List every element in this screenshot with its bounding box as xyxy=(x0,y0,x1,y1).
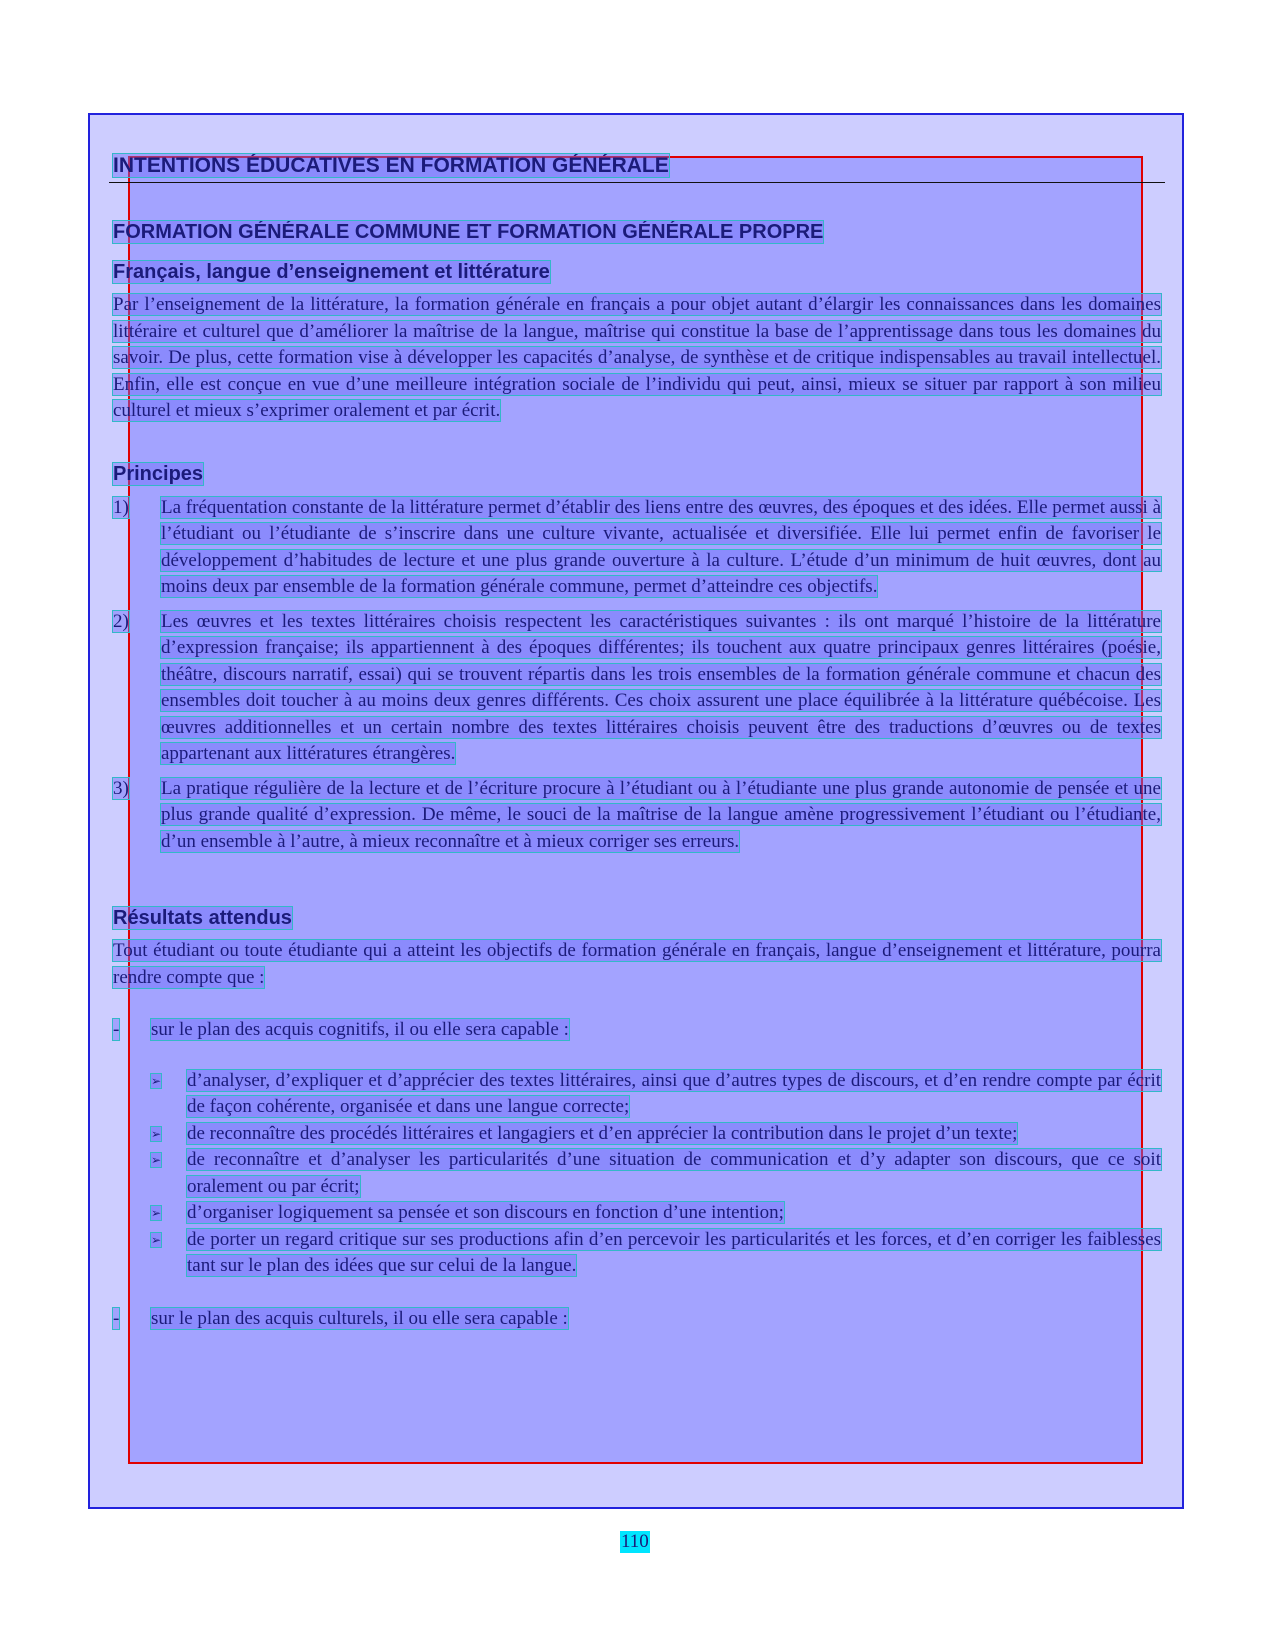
page-subtitle-text: FORMATION GÉNÉRALE COMMUNE ET FORMATION GÉNÉRALE PROPRE xyxy=(113,221,824,243)
intro-paragraph-text: Par l’enseignement de la littérature, la formation générale en français a pour objet autant d’élargir les connaissances dans les domaines littéraire et culturel que d’améliorer la maîtrise de la langue, maîtrise qui constitue la base de l’apprentissage dans tous les domaines du savoir. De plus, cette formation vise à développer les capacités d’analyse, de synthèse et de critique indispensables au travail intellectuel. Enfin, elle est conçue en vue d’une meilleure intégration sociale de l’individu qui peut, ainsi, mieux se situer par rapport à son milieu culturel et mieux s’exprimer oralement et par écrit. xyxy=(113,294,1161,421)
principe-text: Les œuvres et les textes littéraires choisis respectent les caractéristiques suivantes : ils ont marqué l’histoire de la littérature d’expression française; ils appartiennent à des époques différentes; ils touchent aux quatre principaux genres littéraires (poésie, théâtre, discours narratif, essai) qui se trouvent répartis dans les trois ensembles de la formation générale commune et chacun des ensembles doit toucher à au moins deux genres différents. Ces choix assurent une place équilibrée à la littérature québécoise. Les œuvres additionnelles et un certain nombre des textes littéraires choisis peuvent être des traductions d’œuvres ou de textes appartenant aux littératures étrangères. xyxy=(161,610,1161,764)
arrow-bullet-icon: ➢ xyxy=(151,1073,162,1088)
resultats-heading xyxy=(113,905,1161,931)
principe-number: 1) xyxy=(113,496,129,518)
cognitifs-sub-item xyxy=(113,1068,1161,1121)
cognitifs-sub-list xyxy=(113,1068,1161,1280)
principe-item xyxy=(113,776,1161,856)
acquis-culturels-item xyxy=(113,1306,1161,1333)
cognitifs-sub-item xyxy=(113,1200,1161,1227)
cognitifs-sub-item xyxy=(113,1121,1161,1148)
dash-marker: - xyxy=(113,1019,120,1040)
principe-number: 2) xyxy=(113,610,129,632)
arrow-bullet-icon: ➢ xyxy=(151,1232,162,1247)
cognitifs-sub-item xyxy=(113,1147,1161,1200)
page-content xyxy=(113,150,1161,1332)
arrow-bullet-icon: ➢ xyxy=(151,1206,162,1220)
principes-heading-text: Principes xyxy=(113,462,204,485)
principe-text: La fréquentation constante de la littérature permet d’établir des liens entre des œuvres, des époques et des idées. Elle permet aussi à l’étudiant ou l’étudiante de s’inscrire dans une culture vivante, actualisée et diversifiée. Elle lui permet enfin de favoriser le développement d’habitudes de lecture et une plus grande ouverture à la culture. L’étude d’un minimum de huit œuvres, dont au moins deux par ensemble de la formation générale commune, permet d’atteindre ces objectifs. xyxy=(161,496,1161,597)
resultats-intro-text: Tout étudiant ou toute étudiante qui a atteint les objectifs de formation générale en français, langue d’enseignement et littérature, pourra rendre compte que : xyxy=(113,940,1161,988)
cognitifs-sub-text: d’organiser logiquement sa pensée et son discours en fonction d’une intention; xyxy=(187,1202,784,1223)
page-title-text: INTENTIONS ÉDUCATIVES EN FORMATION GÉNÉRALE xyxy=(113,154,669,177)
cognitifs-sub-text: de reconnaître et d’analyser les particularités d’une situation de communication et d’y adapter son discours, que ce soit oralement ou par écrit; xyxy=(187,1149,1161,1197)
dash-marker: - xyxy=(113,1307,120,1329)
arrow-bullet-icon: ➢ xyxy=(151,1126,162,1141)
title-rule xyxy=(109,182,1165,183)
principe-text: La pratique régulière de la lecture et de l’écriture procure à l’étudiant ou à l’étudiante une plus grande autonomie de pensée et une plus grande qualité d’expression. De même, le souci de la maîtrise de la langue amène progressivement l’étudiant ou l’étudiante, d’un ensemble à l’autre, à mieux reconnaître et à mieux corriger ses erreurs. xyxy=(161,777,1161,852)
acquis-cognitifs-item xyxy=(113,1017,1161,1044)
principes-heading xyxy=(113,461,1161,487)
cognitifs-sub-text: de porter un regard critique sur ses productions afin d’en percevoir les particularités et les forces, et d’en corriger les faiblesses tant sur le plan des idées que sur celui de la langue. xyxy=(187,1228,1161,1276)
page-title xyxy=(113,154,1161,178)
intro-paragraph xyxy=(113,292,1161,425)
principe-item xyxy=(113,609,1161,768)
resultats-intro xyxy=(113,938,1161,991)
acquis-cognitifs-text: sur le plan des acquis cognitifs, il ou elle sera capable : xyxy=(151,1019,569,1040)
principe-number: 3) xyxy=(113,777,129,799)
acquis-culturels-text: sur le plan des acquis culturels, il ou elle sera capable : xyxy=(151,1307,568,1329)
principe-item xyxy=(113,495,1161,601)
cognitifs-sub-text: d’analyser, d’expliquer et d’apprécier des textes littéraires, ainsi que d’autres types de discours, et d’en rendre compte par écrit de façon cohérente, organisée et dans une langue correcte; xyxy=(187,1069,1161,1117)
cognitifs-sub-text: de reconnaître des procédés littéraires et langagiers et d’en apprécier la contribution dans le projet d’un texte; xyxy=(187,1122,1018,1144)
page-subtitle xyxy=(113,219,1161,245)
page-number: 110 xyxy=(621,1531,649,1552)
section-heading-text: Français, langue d’enseignement et littérature xyxy=(113,261,550,283)
resultats-heading-text: Résultats attendus xyxy=(113,907,292,929)
arrow-bullet-icon: ➢ xyxy=(151,1153,162,1167)
section-heading xyxy=(113,259,1161,285)
cognitifs-sub-item xyxy=(113,1227,1161,1280)
